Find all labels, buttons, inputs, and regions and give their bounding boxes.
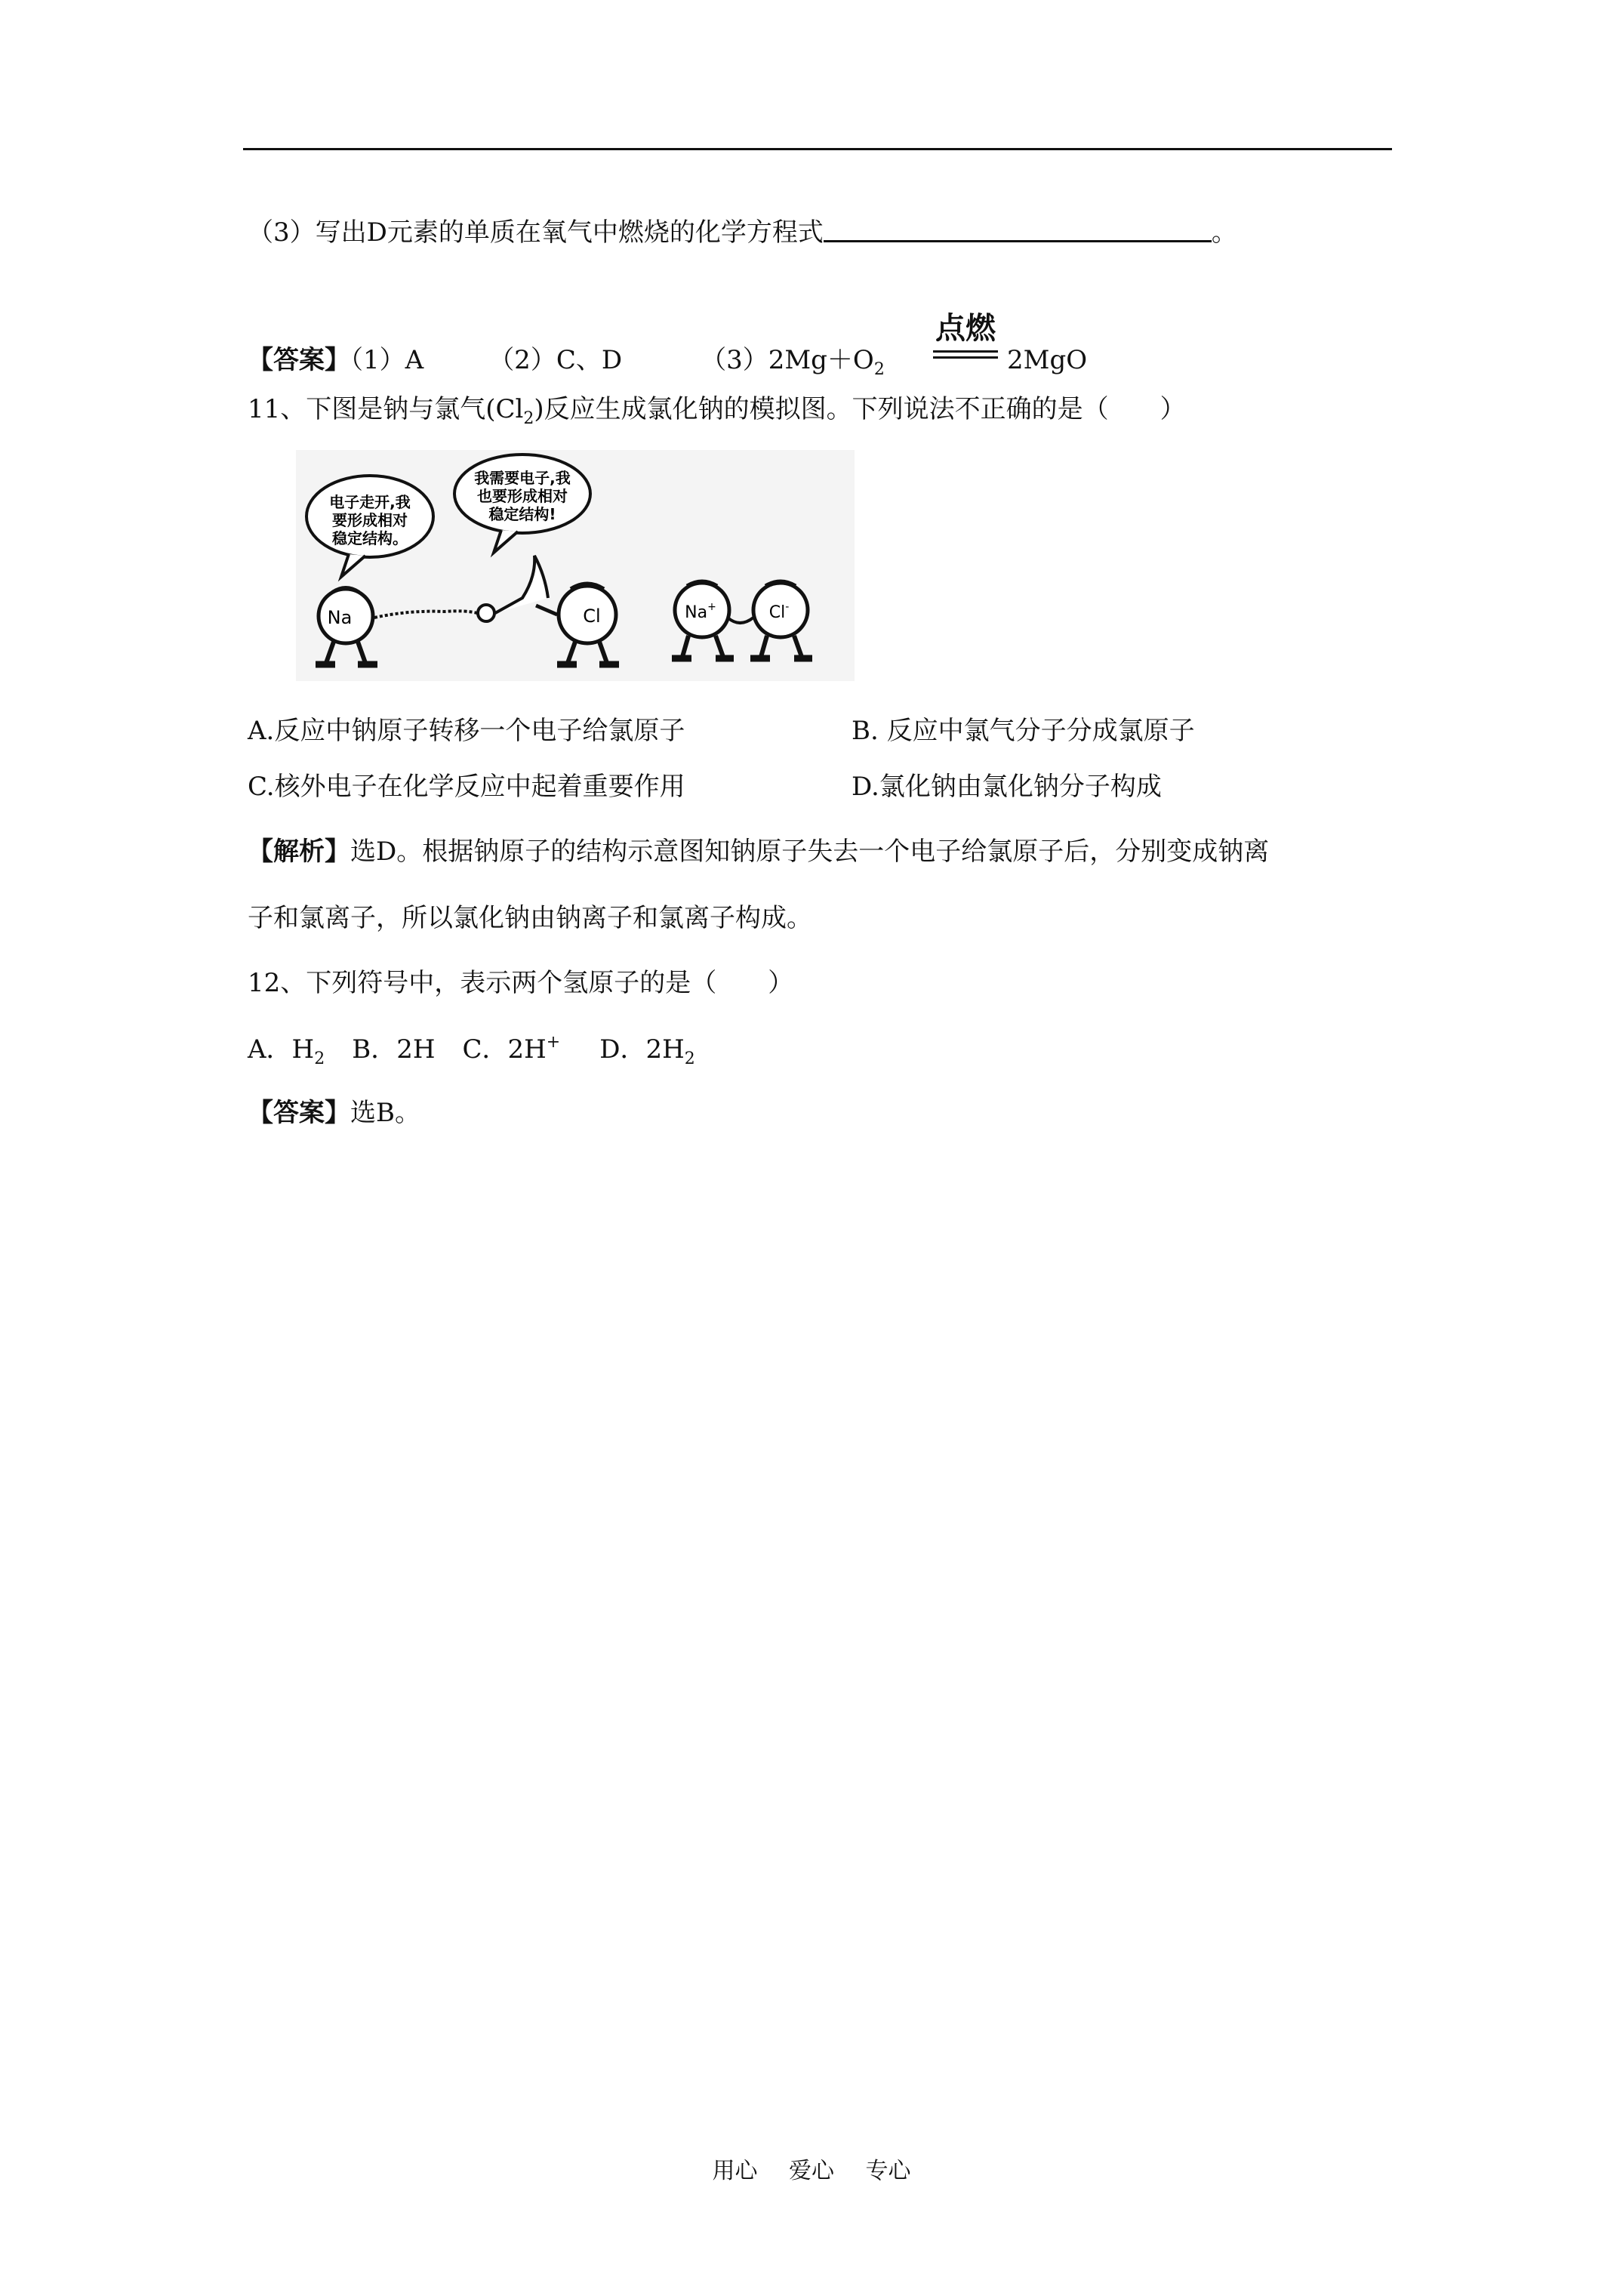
q12-option-b: B．2H: [352, 1034, 436, 1065]
answer-part1: （1）A: [350, 345, 424, 375]
footer-item-1: 用心: [712, 2158, 758, 2184]
answer-label: 【答案】: [248, 345, 350, 375]
q11-analysis-line2: 子和氯离子，所以氯化钠由钠离子和氯离子构成。: [248, 903, 812, 933]
answer-product: 2MgO: [1007, 345, 1088, 375]
na-ion-label: Na+: [685, 601, 716, 622]
cl-bubble-line2: 也要形成相对: [477, 487, 568, 505]
q11-option-a: A.反应中钠原子转移一个电子给氯原子: [248, 716, 685, 746]
answer-part2: （2）C、D: [488, 345, 623, 375]
condition-text: 点燃: [935, 310, 996, 346]
q12-option-a: A．$H_2$: [248, 1034, 325, 1068]
q11-option-d: D.氯化钠由氯化钠分子构成: [852, 772, 1162, 802]
na-atom-label: Na: [327, 607, 353, 628]
q11-option-c: C.核外电子在化学反应中起着重要作用: [248, 772, 685, 802]
analysis-text1: 选D。根据钠原子的结构示意图知钠原子失去一个电子给氯原子后，分别变成钠离: [350, 837, 1270, 867]
na-bubble-line2: 要形成相对: [332, 511, 408, 529]
q11-stem: [248, 394, 1186, 428]
header-rule: [243, 148, 1392, 150]
sodium-chlorine-figure: [296, 450, 855, 681]
q11-stem-suffix: )反应生成氯化钠的模拟图。下列说法不正确的是（ ）: [534, 394, 1186, 424]
cl-ion-label: Cl-: [768, 601, 790, 622]
q11-stem-subscript: 2: [523, 409, 534, 428]
cl-atom-label: Cl: [583, 606, 601, 627]
footer-item-2: 爱心: [789, 2158, 834, 2184]
q11-option-b: B. 反应中氯气分子分成氯原子: [852, 716, 1195, 746]
q12-option-d: D．$2H_2$: [599, 1034, 695, 1068]
reaction-condition: [933, 311, 998, 359]
q10-answer-line: [248, 345, 885, 379]
answer-blank: [824, 214, 1212, 242]
q11-analysis-line1: [248, 837, 1269, 867]
equals-bar-bottom: [933, 356, 998, 359]
cl-bubble-line3: 稳定结构!: [488, 505, 556, 523]
cl-bubble-line1: 我需要电子,我: [474, 469, 571, 487]
q11-stem-prefix: 11、下图是钠与氯气(Cl: [248, 394, 524, 424]
q10-part3-text: （3）写出D元素的单质在氧气中燃烧的化学方程式: [248, 217, 824, 248]
q12-answer: [248, 1098, 420, 1128]
q10-part3-line: [248, 214, 1237, 248]
q12-answer-text: 选B。: [350, 1098, 420, 1128]
na-bubble-line1: 电子走开,我: [329, 493, 411, 511]
footer-item-3: 专心: [865, 2158, 911, 2184]
q12-answer-label: 【答案】: [248, 1098, 350, 1128]
q12-stem: 12、下列符号中，表示两个氢原子的是（ ）: [248, 968, 794, 998]
na-bubble-line3: 稳定结构。: [332, 529, 408, 547]
answer-part3-subscript: 2: [873, 360, 885, 379]
answer-part3: （3）2Mg＋O: [701, 345, 874, 375]
q12-option-c: C．2H+: [462, 1033, 561, 1065]
q12-options: [248, 1033, 695, 1068]
page-footer: [0, 2152, 1623, 2185]
electron-icon: [478, 605, 494, 621]
analysis-label: 【解析】: [248, 837, 350, 867]
equals-bar-top: [933, 350, 998, 353]
q10-part3-end: 。: [1211, 217, 1237, 248]
